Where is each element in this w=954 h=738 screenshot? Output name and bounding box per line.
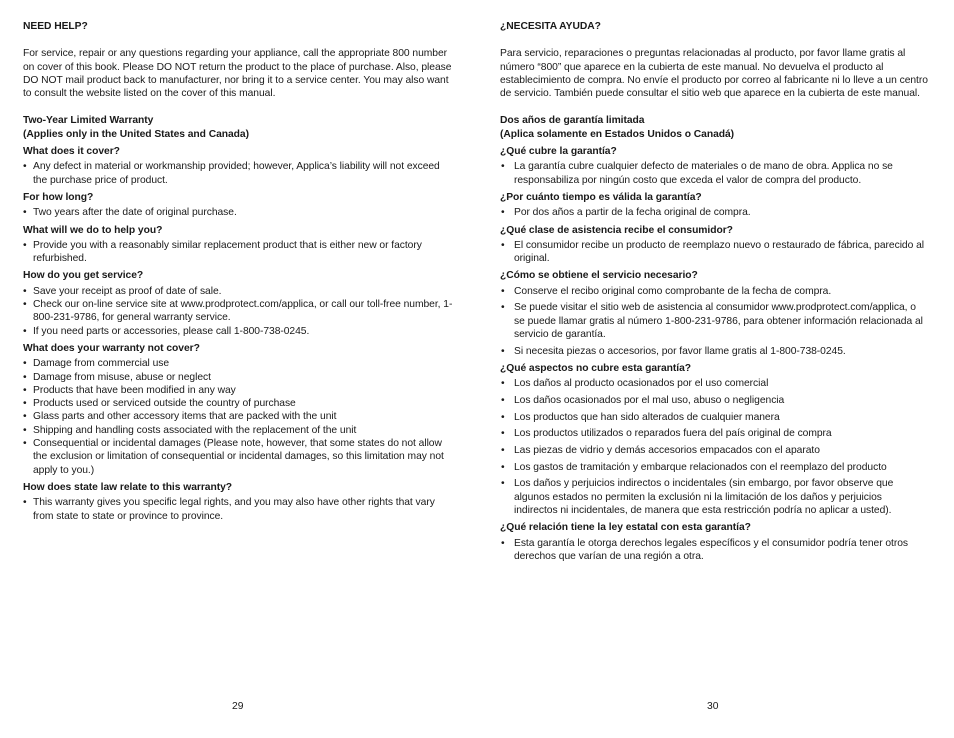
bullet-list — [23, 496, 455, 523]
bullet-item: • Si necesita piezas o accesorios, por favor llame gratis al 1-800-738-0245. — [500, 345, 928, 358]
warranty-section — [23, 269, 455, 337]
bullet-item: • This warranty gives you specific legal rights, and you may also have other rights that vary from state to state or province to province. — [23, 496, 455, 523]
bullet-item: • Damage from commercial use — [23, 357, 455, 370]
section-question: For how long? — [23, 191, 94, 203]
page-content — [23, 20, 455, 523]
bullet-item: • Las piezas de vidrio y demás accesorios empacados con el aparato — [500, 444, 928, 457]
warranty-section — [500, 224, 928, 266]
section-question: What will we do to help you? — [23, 224, 163, 236]
warranty-sections — [500, 145, 928, 563]
warranty-section — [500, 269, 928, 358]
intro-paragraph: For service, repair or any questions regarding your appliance, call the appropriate 800 number on cover of this book. Please DO NOT return the product to the place of purchase. Also, please DO NOT mail product back to manufacturer, nor bring it to a service center. You may also want to consult the website listed on the cover of this manual. — [23, 48, 452, 100]
warranty-section — [23, 342, 455, 477]
warranty-title — [500, 114, 928, 141]
bullet-list — [23, 357, 455, 477]
bullet-item: • Provide you with a reasonably similar replacement product that is either new or factory refurbished. — [23, 239, 455, 266]
bullet-list — [500, 285, 928, 358]
bullet-item: • Consequential or incidental damages (Please note, however, that some states do not allow the exclusion or limitation of consequential or incidental damages, so this limitation may not apply to you.) — [23, 437, 455, 477]
bullet-item: • Los productos utilizados o reparados fuera del país original de compra — [500, 427, 928, 440]
section-question: What does it cover? — [23, 146, 120, 158]
bullet-item: • Products used or serviced outside the country of purchase — [23, 397, 455, 410]
warranty-sections — [23, 145, 455, 523]
bullet-item: • Los daños ocasionados por el mal uso, abuso o negligencia — [500, 394, 928, 407]
section-question: ¿Por cuánto tiempo es válida la garantía? — [500, 191, 702, 203]
bullet-list — [500, 377, 928, 517]
warranty-section — [500, 521, 928, 563]
bullet-item: • Any defect in material or workmanship provided; however, Applica’s liability will not exceed the purchase price of product. — [23, 160, 455, 187]
section-question: What does your warranty not cover? — [23, 342, 200, 354]
bullet-list — [500, 537, 928, 564]
bullet-list — [23, 206, 455, 219]
bullet-item: • Conserve el recibo original como comprobante de la fecha de compra. — [500, 285, 928, 298]
bullet-item: • Por dos años a partir de la fecha original de compra. — [500, 206, 928, 219]
bullet-item: • Shipping and handling costs associated with the replacement of the unit — [23, 424, 455, 437]
warranty-section — [500, 362, 928, 517]
bullet-list — [500, 160, 928, 187]
page-left-english — [23, 20, 455, 738]
section-question: ¿Qué aspectos no cubre esta garantía? — [500, 363, 691, 375]
section-question: How do you get service? — [23, 270, 144, 282]
section-question: ¿Qué cubre la garantía? — [500, 146, 617, 158]
bullet-item: • Los gastos de tramitación y embarque relacionados con el reemplazo del producto — [500, 461, 928, 474]
warranty-subtitle-line: (Aplica solamente en Estados Unidos o Canadá) — [500, 128, 735, 140]
page-content — [500, 20, 928, 563]
bullet-list — [500, 206, 928, 219]
warranty-section — [500, 145, 928, 187]
bullet-list — [23, 160, 455, 187]
bullet-item: • Se puede visitar el sitio web de asistencia al consumidor www.prodprotect.com/applica, o se puede llamar gratis al número 1-800-231-9786, para obtener información relacionada al servicio de garantía. — [500, 301, 928, 341]
warranty-section — [23, 145, 455, 187]
section-question: ¿Qué relación tiene la ley estatal con esta garantía? — [500, 522, 751, 534]
need-help-heading: ¿NECESITA AYUDA? — [500, 21, 601, 32]
bullet-item: • Products that have been modified in any way — [23, 384, 455, 397]
page-number: 30 — [707, 701, 719, 712]
section-question: How does state law relate to this warranty? — [23, 481, 232, 493]
bullet-item: • Two years after the date of original purchase. — [23, 206, 455, 219]
warranty-section — [500, 191, 928, 220]
need-help-heading: NEED HELP? — [23, 21, 88, 32]
bullet-item: • Los daños y perjuicios indirectos o incidentales (sin embargo, por favor observe que algunos estados no permiten la exclusión ni la limitación de los daños y perjuicios indirectos ni incidentales, de manera que esta restricción podría no aplicar a usted). — [500, 477, 928, 517]
section-question: ¿Qué clase de asistencia recibe el consumidor? — [500, 224, 733, 236]
section-question: ¿Cómo se obtiene el servicio necesario? — [500, 270, 698, 282]
bullet-item: • If you need parts or accessories, please call 1-800-738-0245. — [23, 325, 455, 338]
page-number: 29 — [232, 701, 244, 712]
bullet-item: • Glass parts and other accessory items that are packed with the unit — [23, 410, 455, 423]
bullet-item: • Save your receipt as proof of date of sale. — [23, 285, 455, 298]
warranty-section — [23, 481, 455, 523]
warranty-title-line: Two-Year Limited Warranty — [23, 115, 154, 127]
warranty-subtitle-line: (Applies only in the United States and Canada) — [23, 128, 249, 140]
bullet-item: • Damage from misuse, abuse or neglect — [23, 371, 455, 384]
warranty-title — [23, 114, 455, 141]
bullet-item: • El consumidor recibe un producto de reemplazo nuevo o restaurado de fábrica, parecido al original. — [500, 239, 928, 266]
page-right-spanish — [500, 20, 928, 738]
bullet-item: • Los daños al producto ocasionados por el uso comercial — [500, 377, 928, 390]
bullet-list — [23, 285, 455, 338]
bullet-item: • La garantía cubre cualquier defecto de materiales o de mano de obra. Applica no se responsabiliza por ningún costo que exceda el valor de compra del producto. — [500, 160, 928, 187]
warranty-title-line: Dos años de garantía limitada — [500, 115, 645, 127]
warranty-section — [23, 191, 455, 220]
bullet-list — [500, 239, 928, 266]
bullet-item: • Check our on-line service site at www.prodprotect.com/applica, or call our toll-free number, 1-800-231-9786, for general warranty service. — [23, 298, 455, 325]
bullet-list — [23, 239, 455, 266]
bullet-item: • Esta garantía le otorga derechos legales específicos y el consumidor podría tener otros derechos que varían de una región a otra. — [500, 537, 928, 564]
bullet-item: • Los productos que han sido alterados de cualquier manera — [500, 411, 928, 424]
warranty-section — [23, 224, 455, 266]
intro-paragraph: Para servicio, reparaciones o preguntas relacionadas al producto, por favor llame gratis al número “800” que aparece en la cubierta de este manual. No devuelva el producto al establecimiento de compra. No envíe el producto por correo al fabricante ni lo lleve a un centro de servicio. También puede consultar el sitio web que aparece en la cubierta de este manual. — [500, 48, 928, 100]
